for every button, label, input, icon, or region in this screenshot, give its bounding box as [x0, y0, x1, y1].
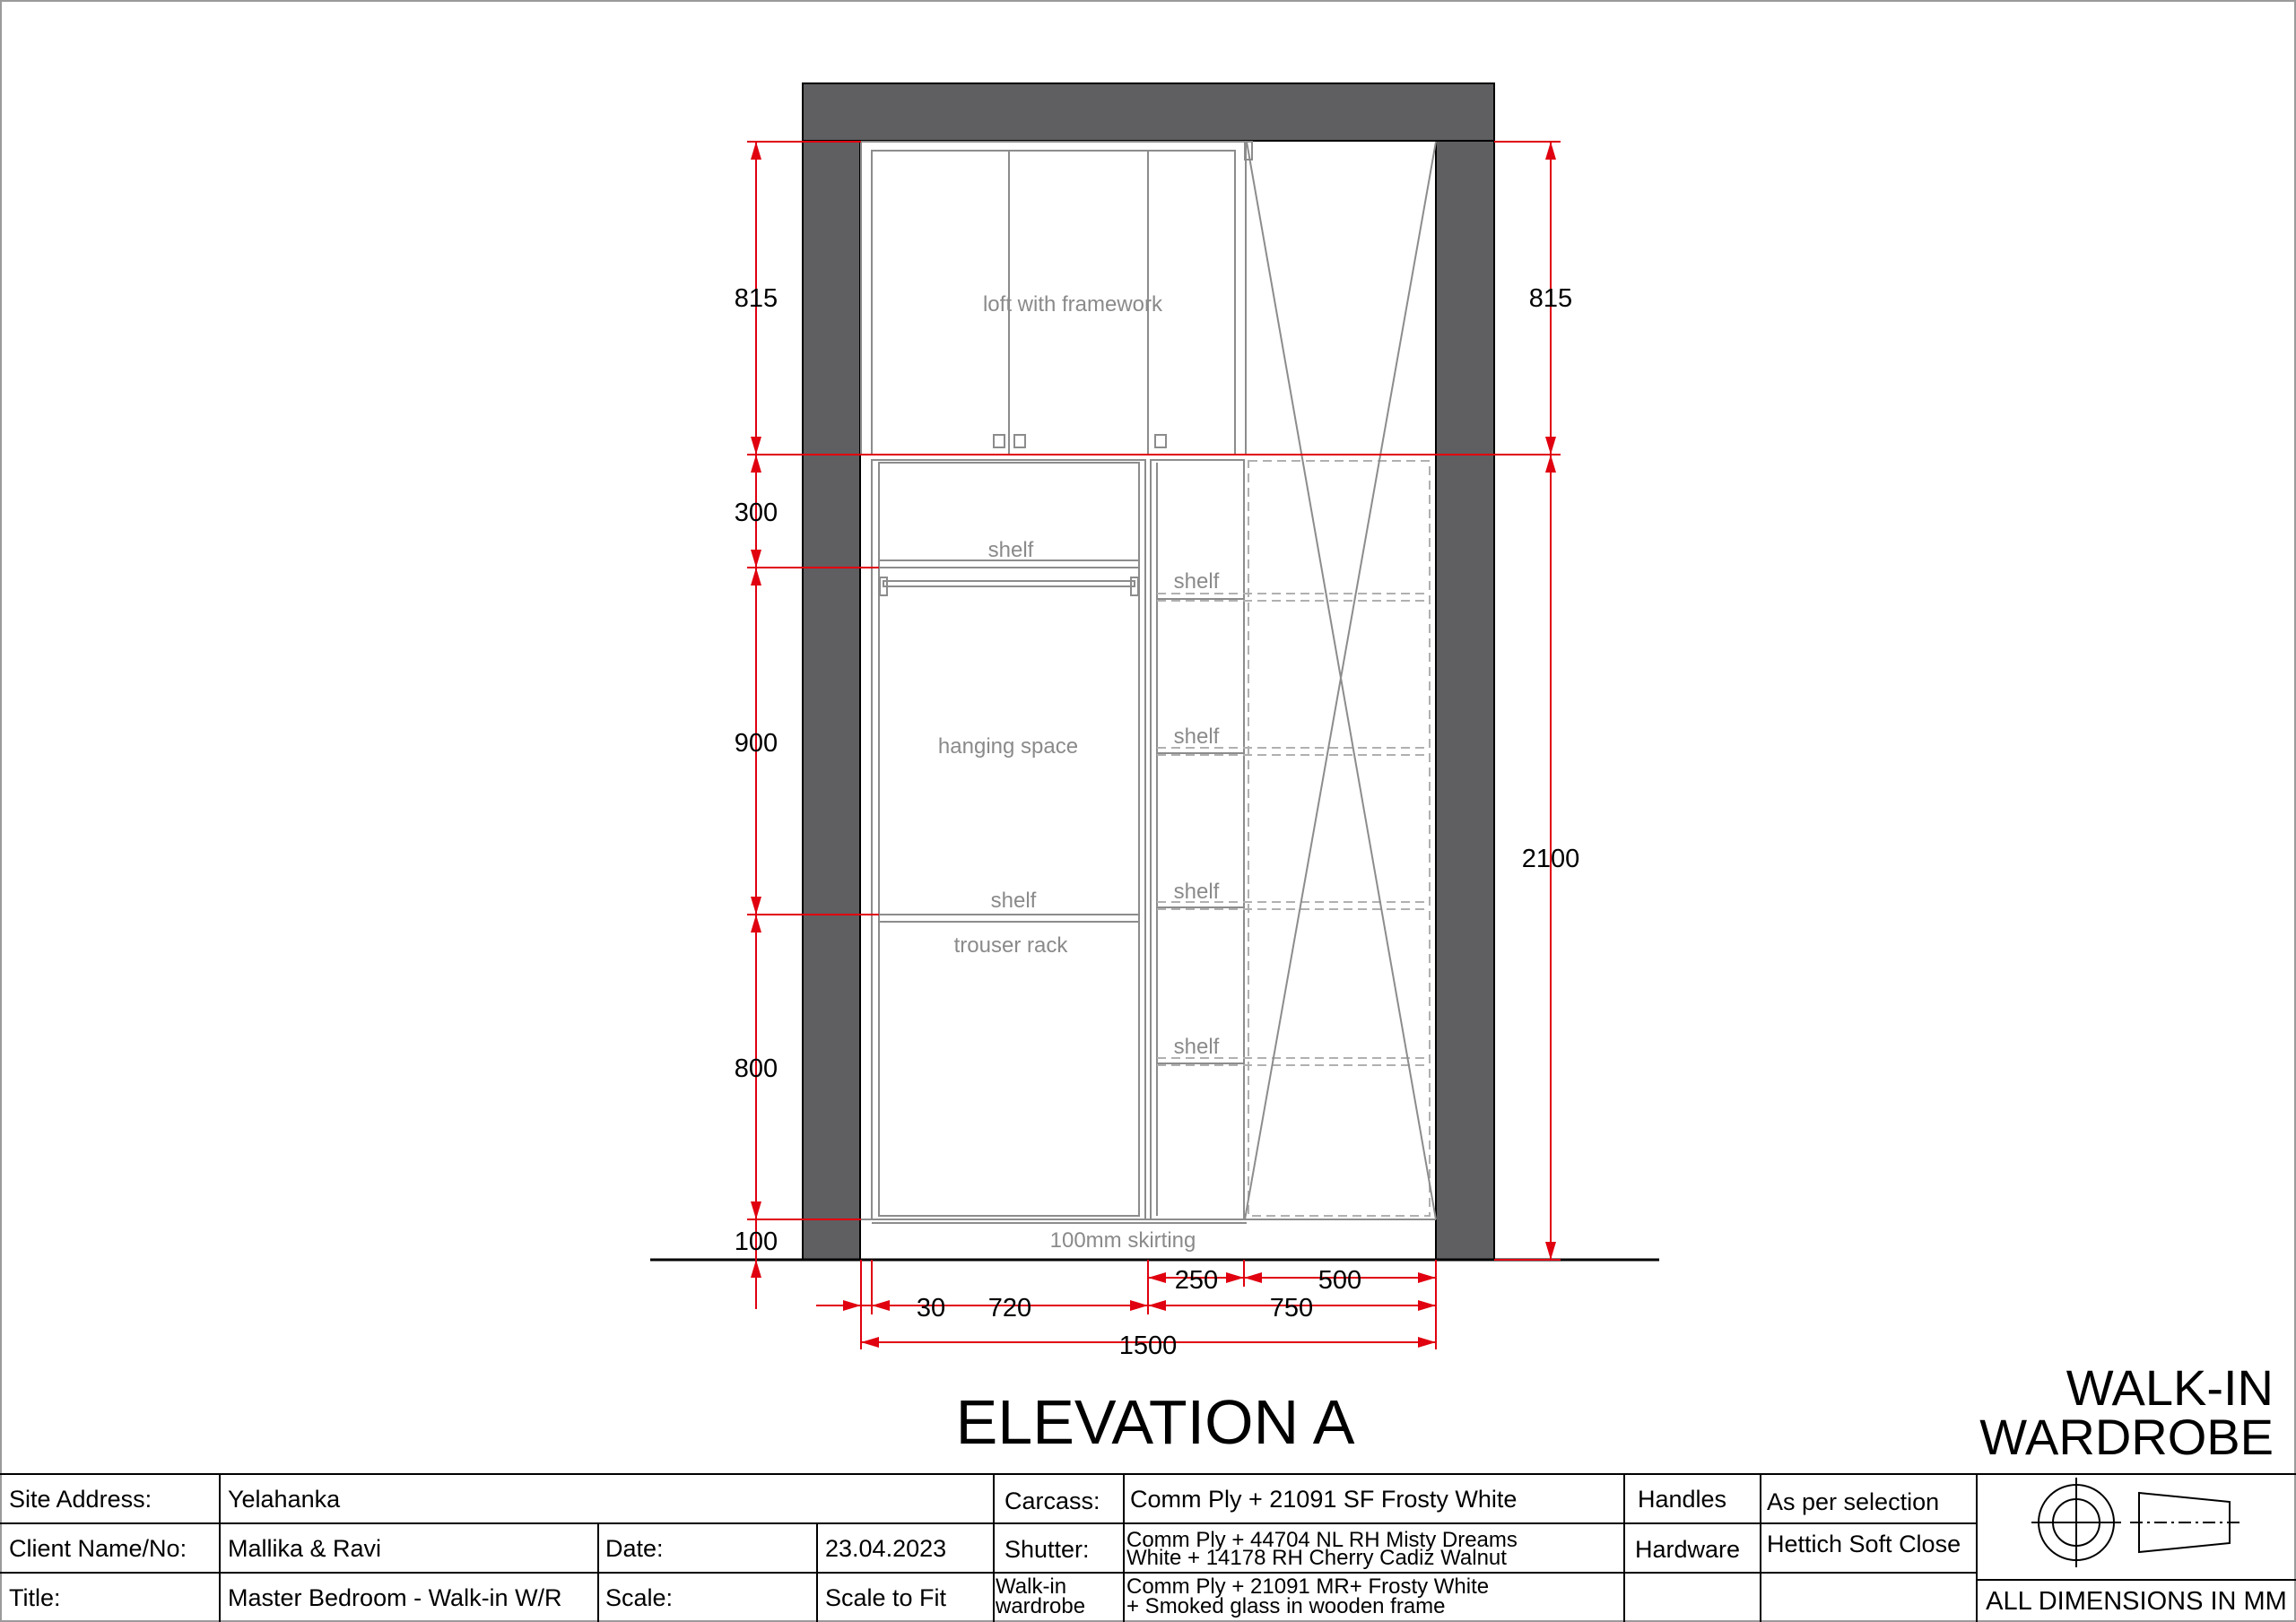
- dim-left-900: 900: [734, 729, 778, 758]
- loft-handle-2: [1014, 435, 1025, 447]
- walkin-value-line1: Comm Ply + 21091 MR+ Frosty White: [1126, 1574, 1490, 1599]
- hanging-rod: [883, 581, 1135, 586]
- hardware-value: Hettich Soft Close: [1767, 1531, 1961, 1557]
- walkin-title-line2: WARDROBE: [1979, 1409, 2274, 1465]
- dim-right-loft: 815: [1528, 284, 1573, 313]
- dim-250: 250: [1174, 1266, 1219, 1295]
- scale-label: Scale:: [605, 1584, 674, 1611]
- shutter-label: Shutter:: [1004, 1536, 1090, 1563]
- projection-symbol-icon: [2031, 1478, 2242, 1567]
- skirting-label: 100mm skirting: [1049, 1228, 1196, 1253]
- handles-label: Handles: [1638, 1486, 1727, 1513]
- dim-720: 720: [987, 1294, 1032, 1323]
- left-unit-inner: [879, 463, 1139, 1216]
- dim-left-800: 800: [734, 1054, 778, 1083]
- handles-value: As per selection: [1767, 1488, 1940, 1515]
- shelf-label-left-mid: shelf: [990, 889, 1037, 913]
- shelf-label-left-top: shelf: [987, 538, 1034, 562]
- wall-right: [1436, 141, 1494, 1260]
- loft-handle-3: [1155, 435, 1166, 447]
- shelf-label-right-4: shelf: [1173, 1035, 1220, 1059]
- opening-cross: [1245, 142, 1436, 1219]
- title-label: Title:: [9, 1584, 61, 1611]
- dim-750: 750: [1269, 1294, 1314, 1323]
- walkin-label-line2: wardrobe: [996, 1594, 1086, 1618]
- loft-handle-1: [994, 435, 1004, 447]
- shutter-value-line2: White + 14178 RH Cherry Cadiz Walnut: [1126, 1546, 1507, 1570]
- scale-value: Scale to Fit: [825, 1584, 947, 1611]
- shelf-label-right-1: shelf: [1173, 569, 1220, 594]
- shelf-label-right-3: shelf: [1173, 880, 1220, 904]
- hardware-label: Hardware: [1635, 1536, 1741, 1563]
- annotations: [938, 292, 1220, 1253]
- dimensions-note: ALL DIMENSIONS IN MM: [1986, 1587, 2287, 1616]
- client-label: Client Name/No:: [9, 1535, 187, 1562]
- dim-left-loft: 815: [734, 284, 778, 313]
- dim-right-total: 2100: [1521, 845, 1580, 873]
- dim-30: 30: [916, 1294, 946, 1323]
- site-address-label: Site Address:: [9, 1486, 152, 1513]
- carcass-value: Comm Ply + 21091 SF Frosty White: [1130, 1486, 1518, 1513]
- date-value: 23.04.2023: [825, 1535, 947, 1562]
- shelf-label-right-2: shelf: [1173, 724, 1220, 749]
- dim-left-300: 300: [734, 499, 778, 527]
- elevation-title: ELEVATION A: [955, 1387, 1355, 1457]
- title-block: [9, 1486, 2287, 1618]
- site-address-value: Yelahanka: [228, 1486, 341, 1513]
- carcass-label: Carcass:: [1004, 1488, 1100, 1514]
- dim-1500: 1500: [1118, 1331, 1178, 1360]
- wall-left: [803, 141, 860, 1260]
- client-value: Mallika & Ravi: [228, 1535, 382, 1562]
- left-unit-outer: [872, 460, 1145, 1219]
- dim-500: 500: [1318, 1266, 1362, 1295]
- glass-unit-outline: [1248, 461, 1430, 1216]
- wall-top: [803, 83, 1494, 141]
- walkin-title-line1: WALK-IN: [2066, 1359, 2274, 1416]
- dim-left-100: 100: [734, 1227, 778, 1256]
- walkin-value-line2: + Smoked glass in wooden frame: [1126, 1594, 1446, 1618]
- shutter-value-line1: Comm Ply + 44704 NL RH Misty Dreams: [1126, 1528, 1518, 1552]
- date-label: Date:: [605, 1535, 664, 1562]
- hanging-space-label: hanging space: [937, 734, 1079, 759]
- walkin-label-line1: Walk-in: [996, 1574, 1067, 1599]
- trouser-rack-label: trouser rack: [953, 933, 1068, 958]
- title-value: Master Bedroom - Walk-in W/R: [228, 1584, 562, 1611]
- loft-label: loft with framework: [982, 292, 1163, 317]
